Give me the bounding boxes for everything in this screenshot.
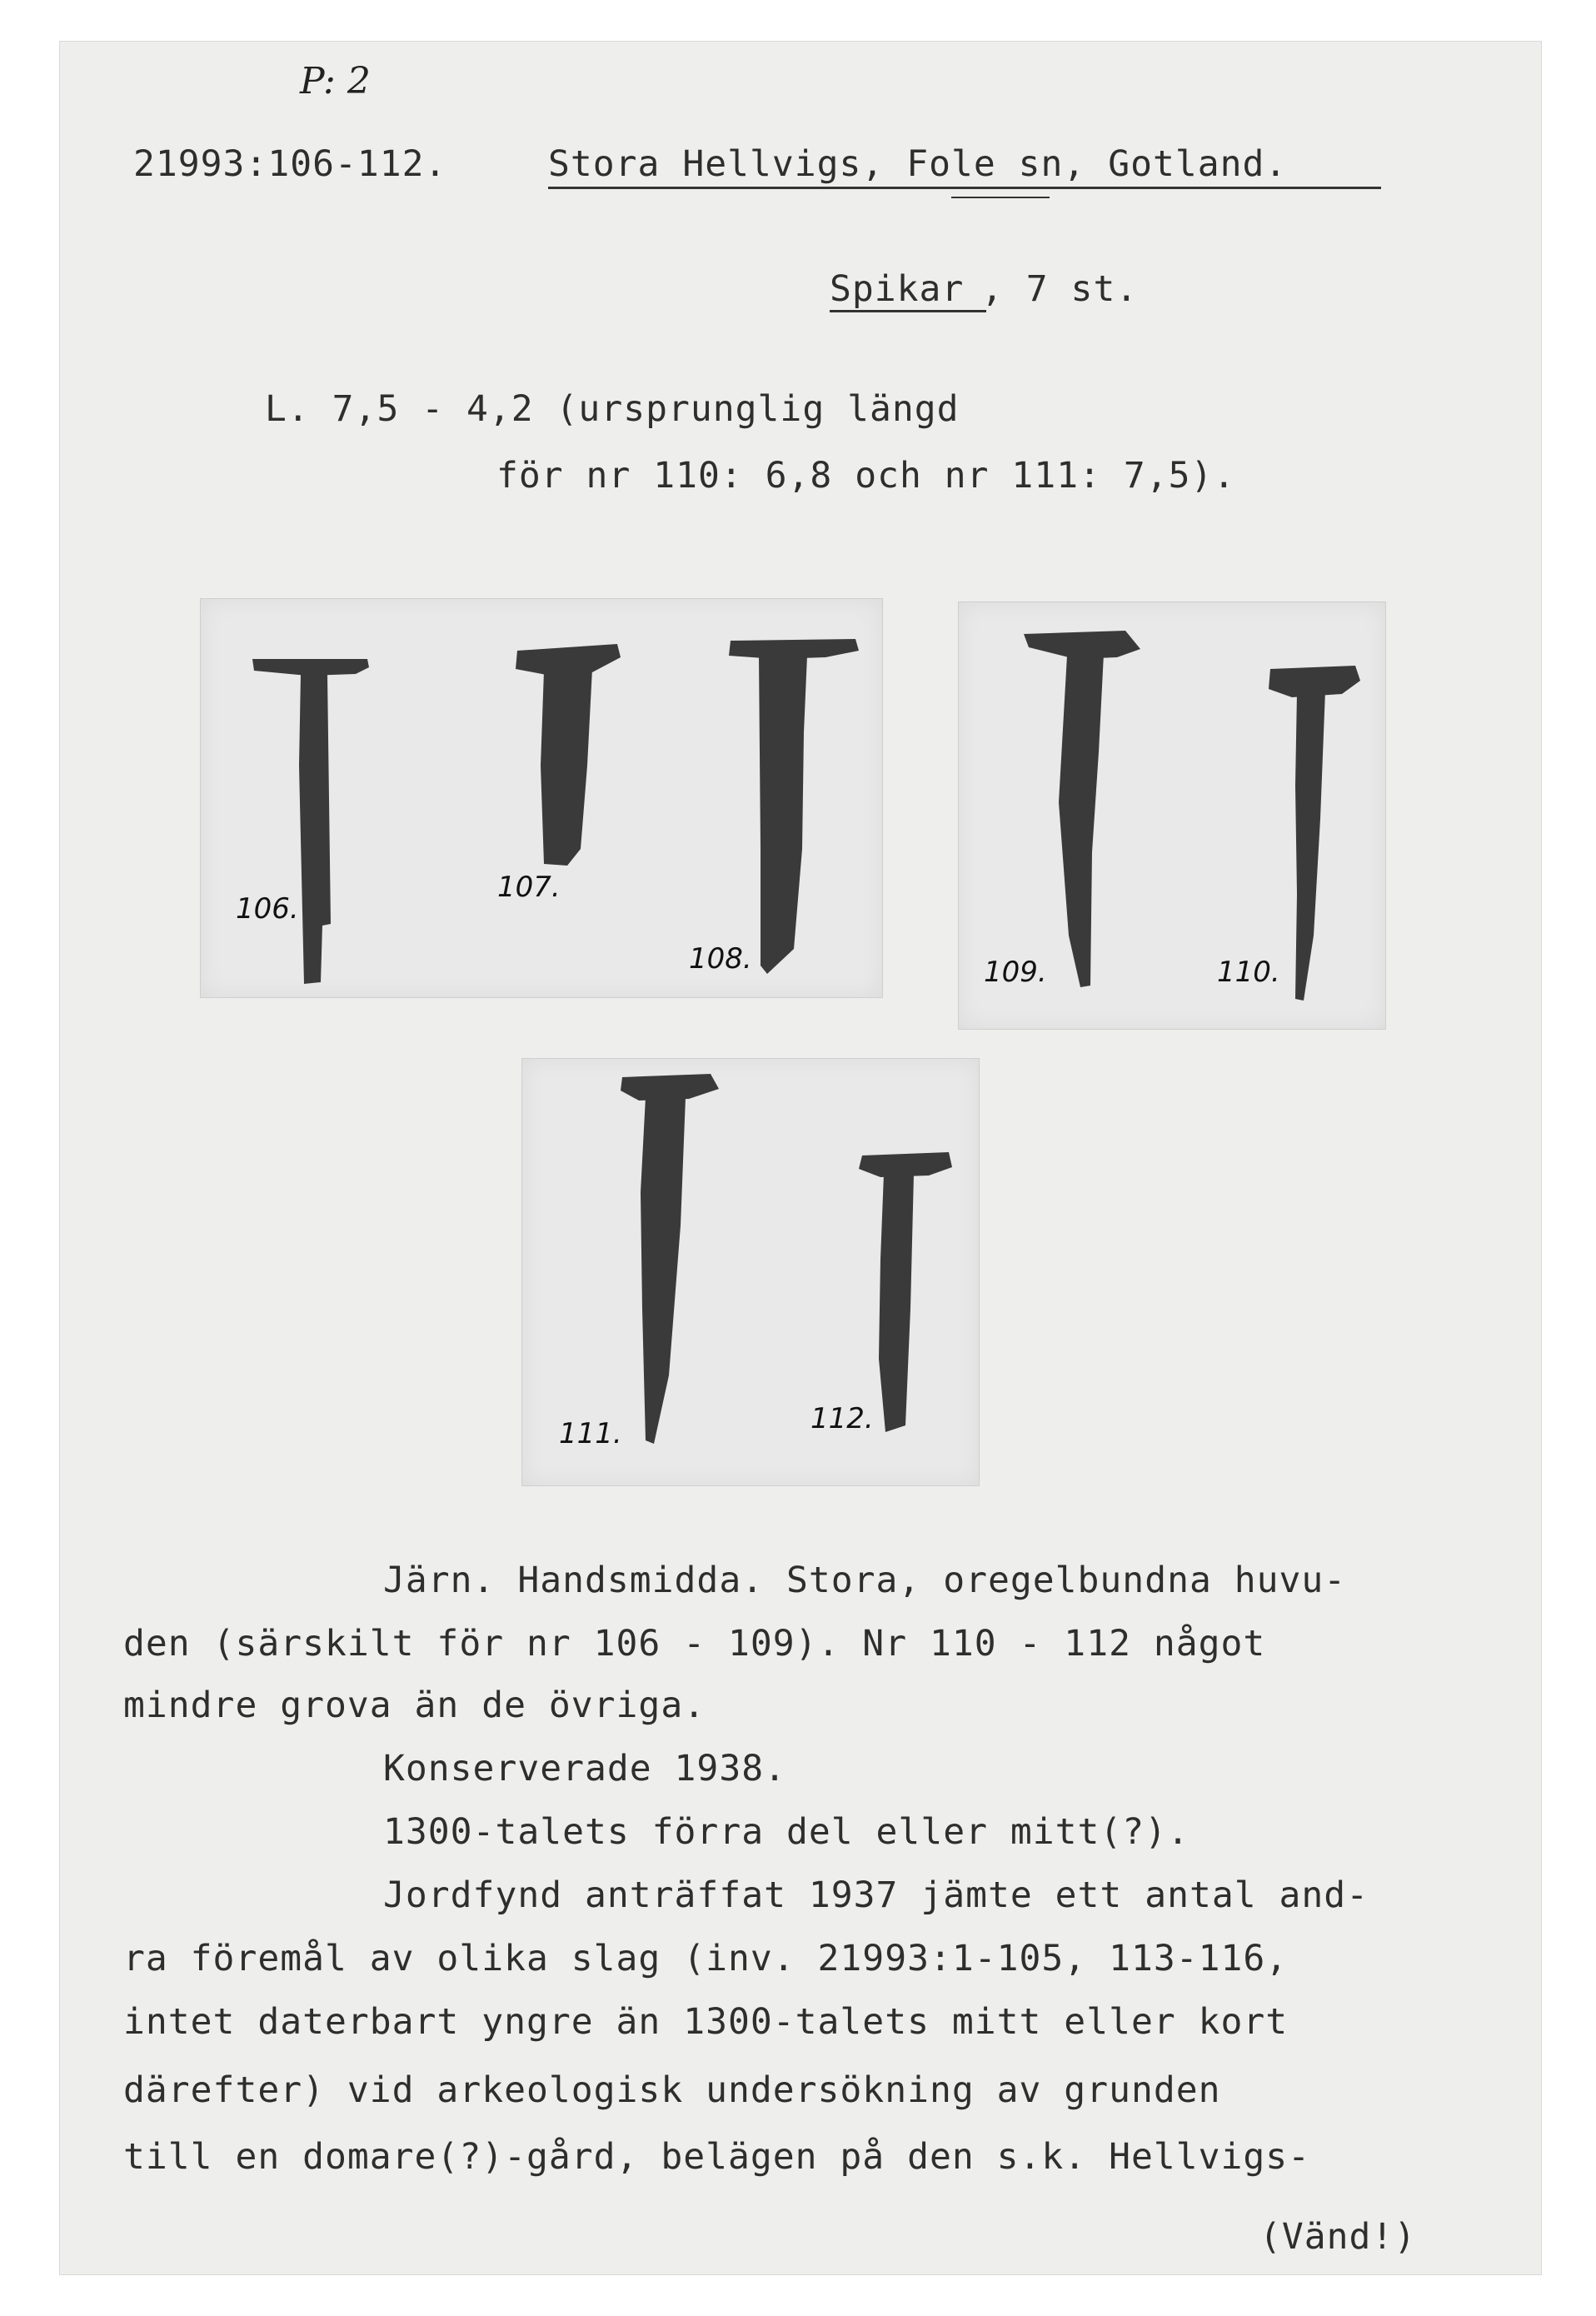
description-line-9: därefter) vid arkeologisk undersökning av grunden: [123, 2069, 1221, 2111]
nail-label-106: 106.: [236, 892, 299, 926]
photo-nails-106-108: [200, 598, 883, 998]
description-line-7: ra föremål av olika slag (inv. 21993:1-105, 113-116,: [123, 1938, 1289, 1979]
nail-label-111: 111.: [559, 1417, 622, 1450]
length-line-1: L. 7,5 - 4,2 (ursprunglig längd: [265, 388, 960, 430]
nail-label-109: 109.: [984, 956, 1047, 989]
photo-nails-111-112: [521, 1058, 980, 1486]
object-underline: [830, 310, 986, 312]
description-line-5: 1300-talets förra del eller mitt(?).: [383, 1811, 1190, 1853]
object-name: Spikar: [830, 268, 965, 310]
inventory-number: 21993:106-112.: [133, 143, 447, 185]
description-line-4: Konserverade 1938.: [383, 1748, 786, 1789]
description-line-10: till en domare(?)-gård, belägen på den s.k. Hellvigs-: [123, 2136, 1311, 2178]
description-line-2: den (särskilt för nr 106 - 109). Nr 110 - 112 något: [123, 1623, 1266, 1665]
findspot: Stora Hellvigs, Fole sn, Gotland.: [548, 143, 1288, 185]
nail-label-108: 108.: [689, 942, 752, 976]
nails-106-108-image: [201, 599, 882, 997]
length-line-2: för nr 110: 6,8 och nr 111: 7,5).: [496, 455, 1236, 497]
description-line-3: mindre grova än de övriga.: [123, 1685, 706, 1726]
nail-label-107: 107.: [497, 871, 561, 904]
object-count: , 7 st.: [981, 268, 1139, 310]
photo-nails-109-110: [958, 601, 1386, 1030]
fole-underline: [951, 197, 1050, 198]
turn-over-note: (Vänd!): [1259, 2216, 1417, 2258]
sheet-mark: P: 2: [300, 60, 371, 102]
description-line-1: Järn. Handsmidda. Stora, oregelbundna huvu-: [383, 1560, 1347, 1601]
nail-label-110: 110.: [1217, 956, 1280, 989]
findspot-underline: [548, 187, 1381, 189]
description-line-8: intet daterbart yngre än 1300-talets mitt eller kort: [123, 2001, 1289, 2043]
description-line-6: Jordfynd anträffat 1937 jämte ett antal and-: [383, 1874, 1369, 1916]
nail-label-112: 112.: [810, 1402, 874, 1435]
